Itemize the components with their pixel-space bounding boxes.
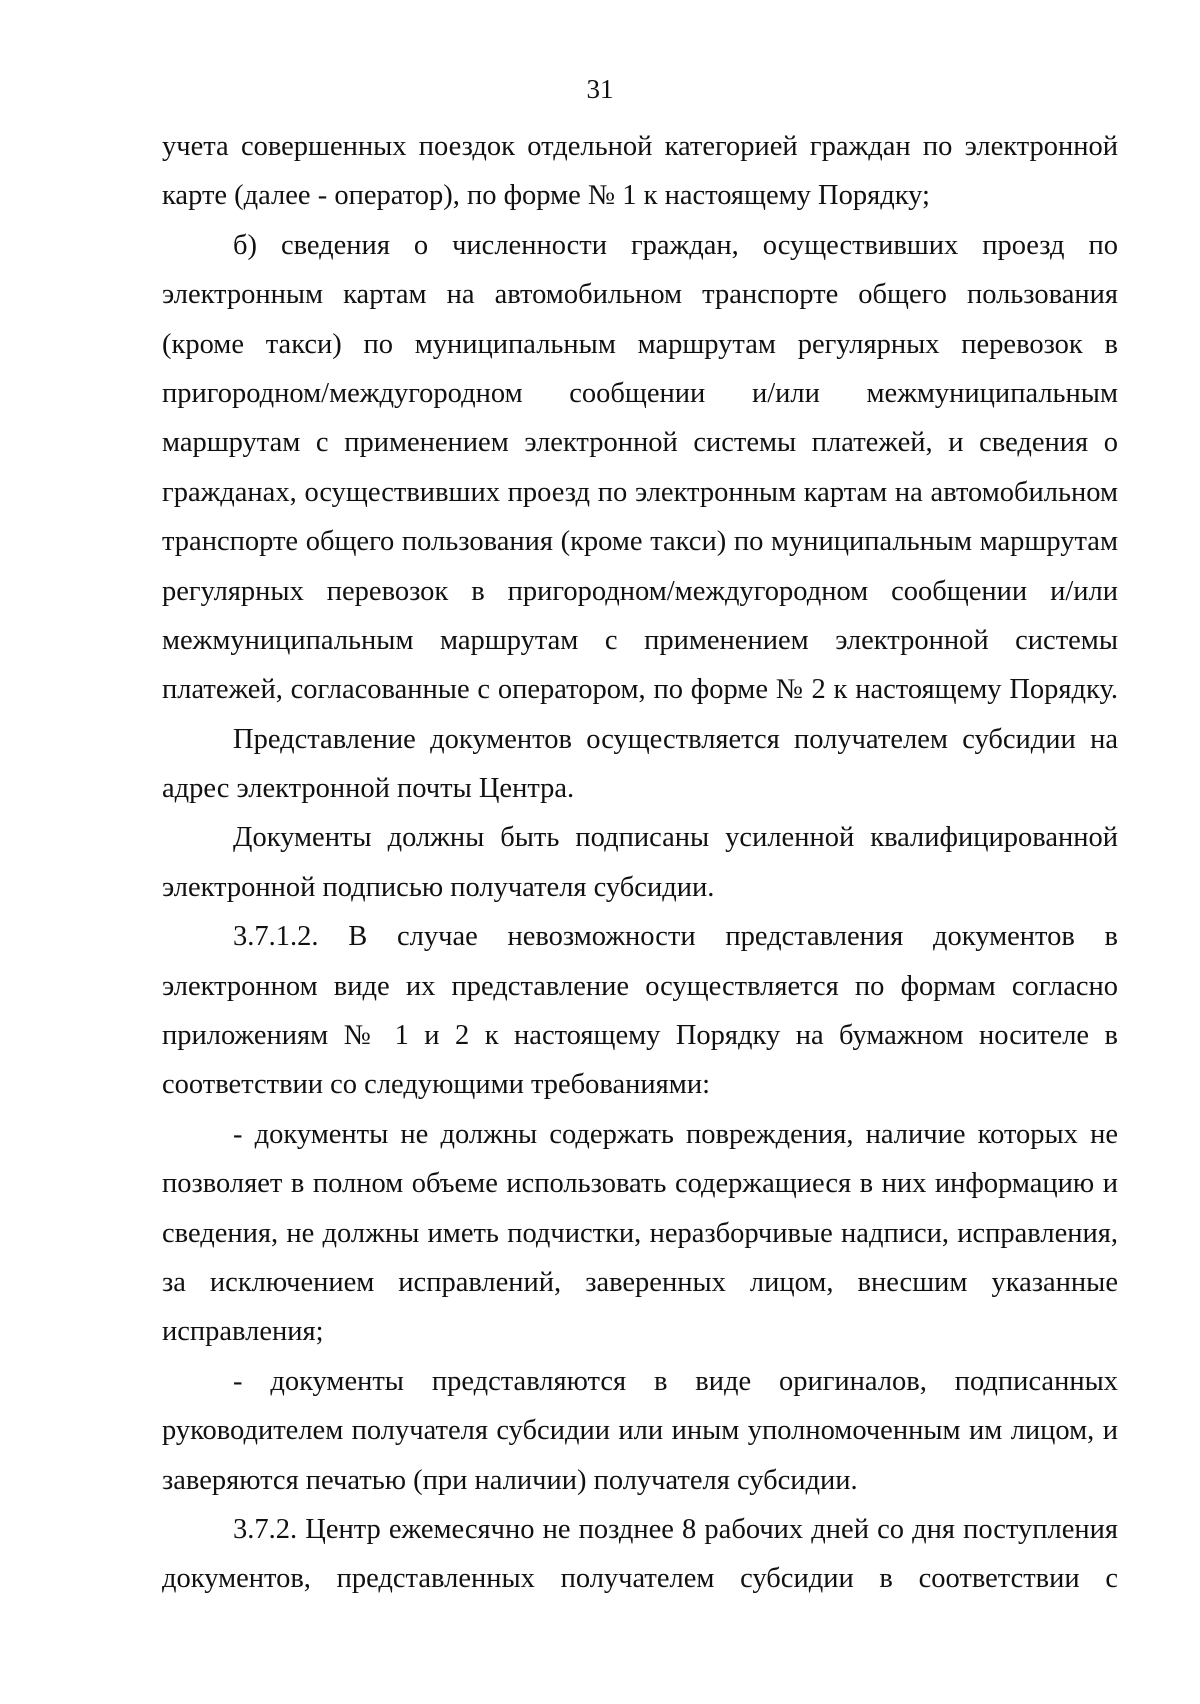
text-line: документов, представленных получателем субсидии в соответствии с [162, 1563, 1118, 1595]
text-line: (кроме такси) по муниципальным маршрутам регулярных перевозок в [162, 328, 1118, 360]
text-line: электронным картам на автомобильном транспорте общего пользования [162, 279, 1118, 311]
text-line: сведения, не должны иметь подчистки, неразборчивые надписи, исправления, [162, 1217, 1118, 1249]
text-line: Представление документов осуществляется получателем субсидии на [233, 723, 1118, 755]
text-line: Документы должны быть подписаны усиленной квалифицированной [233, 822, 1118, 854]
text-line: - документы не должны содержать повреждения, наличие которых не [233, 1118, 1118, 1150]
text-line: 3.7.2. Центр ежемесячно не позднее 8 рабочих дней со дня поступления [233, 1513, 1118, 1545]
text-line: приложениям № 1 и 2 к настоящему Порядку на бумажном носителе в [162, 1020, 1118, 1052]
text-line: б) сведения о численности граждан, осуществивших проезд по [233, 229, 1118, 261]
text-line: позволяет в полном объеме использовать содержащиеся в них информацию и [162, 1168, 1118, 1200]
page-number: 31 [586, 74, 614, 104]
text-line: межмуниципальным маршрутам с применением электронной системы [162, 624, 1118, 656]
text-line: пригородном/междугородном сообщении и/или межмуниципальным [162, 377, 1118, 409]
text-line: - документы представляются в виде оригиналов, подписанных [233, 1365, 1118, 1397]
text-line: гражданах, осуществивших проезд по электронным картам на автомобильном [162, 476, 1118, 508]
text-line: руководителем получателя субсидии или иным уполномоченным им лицом, и [162, 1415, 1118, 1447]
text-line: соответствии со следующими требованиями: [162, 1069, 710, 1101]
text-line: транспорте общего пользования (кроме такси) по муниципальным маршрутам [162, 526, 1118, 558]
text-line: электронной подписью получателя субсидии. [162, 871, 715, 903]
text-line: учета совершенных поездок отдельной категорией граждан по электронной [162, 131, 1118, 162]
text-line: заверяются печатью (при наличии) получателя субсидии. [162, 1464, 858, 1496]
text-line: карте (далее - оператор), по форме № 1 к настоящему Порядку; [162, 180, 930, 212]
text-line: платежей, согласованные с оператором, по форме № 2 к настоящему Порядку. [162, 674, 1118, 706]
text-line: исправления; [162, 1316, 324, 1348]
text-line: регулярных перевозок в пригородном/междугородном сообщении и/или [162, 575, 1118, 607]
body-text [162, 122, 1118, 1604]
text-line: электронном виде их представление осуществляется по формам согласно [162, 970, 1118, 1002]
text-line: за исключением исправлений, заверенных лицом, внесшим указанные [162, 1266, 1118, 1298]
text-line: маршрутам с применением электронной системы платежей, и сведения о [162, 427, 1118, 459]
text-line: 3.7.1.2. В случае невозможности представления документов в [233, 921, 1118, 953]
text-line: адрес электронной почты Центра. [162, 773, 575, 805]
